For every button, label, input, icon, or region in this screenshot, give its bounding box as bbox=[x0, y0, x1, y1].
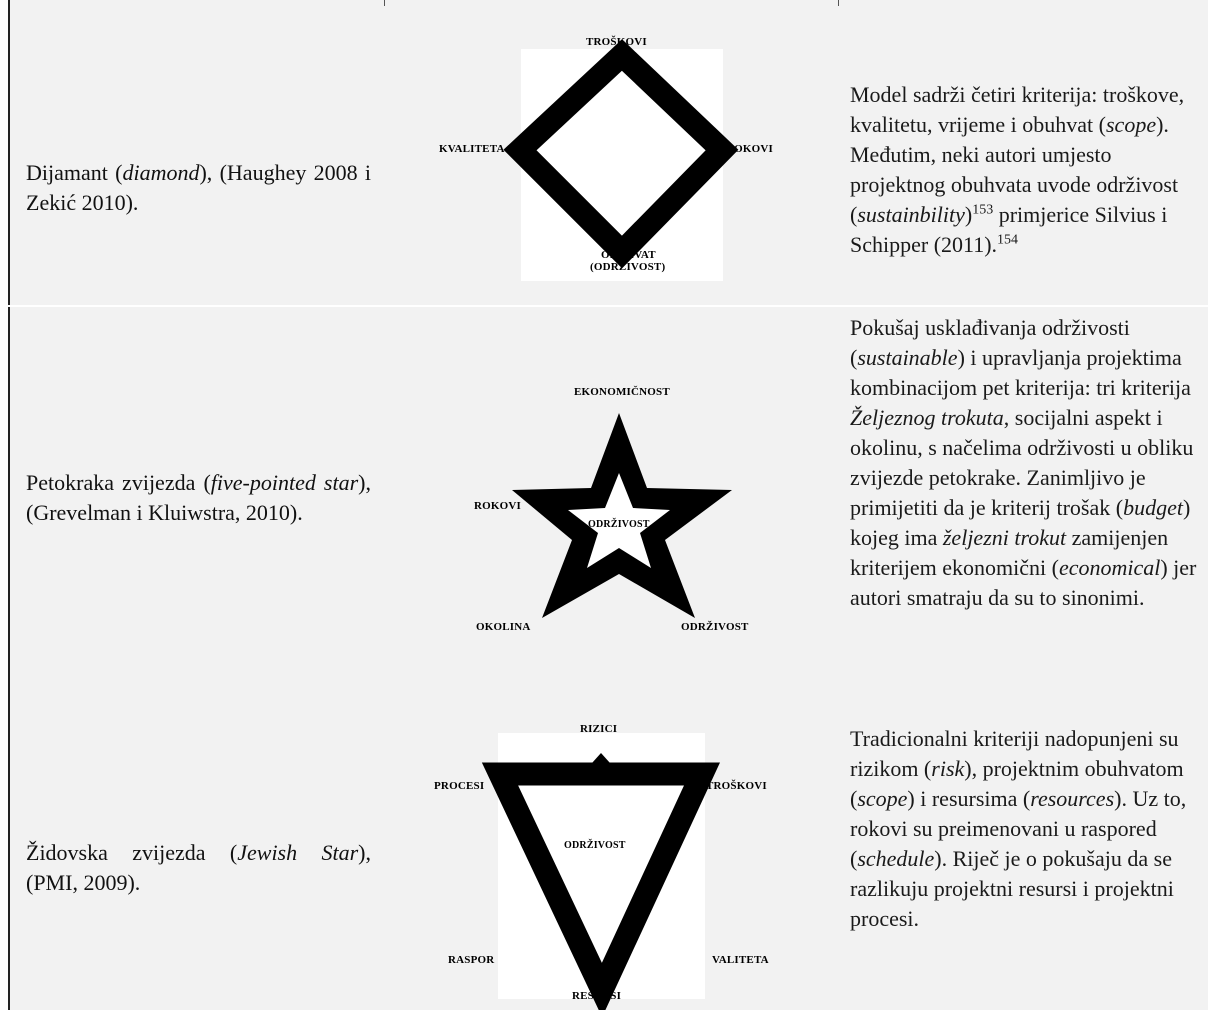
description-italic: scope bbox=[857, 786, 908, 811]
description-italic: sustainable bbox=[857, 345, 958, 370]
jewish-star-label-right: TROŠKOVI bbox=[706, 780, 767, 792]
description-italic: scope bbox=[1106, 112, 1157, 137]
star-figure bbox=[470, 378, 780, 648]
model-name-cell bbox=[26, 838, 371, 898]
table-left-border bbox=[8, 0, 10, 305]
description-italic: risk bbox=[931, 756, 965, 781]
model-name-text: Židovska zvijezda ( bbox=[26, 840, 238, 865]
description-text: ) i resursima ( bbox=[907, 786, 1031, 811]
diamond-label-right: ROKOVI bbox=[726, 143, 774, 155]
description-italic: schedule bbox=[857, 846, 935, 871]
description-italic: sustainbility bbox=[857, 202, 965, 227]
model-description bbox=[850, 724, 1210, 934]
description-italic: Željeznog trokuta bbox=[850, 405, 1004, 430]
model-name-italic: Jewish Star bbox=[237, 840, 359, 865]
footnote-ref[interactable]: 154 bbox=[997, 232, 1019, 248]
description-italic: economical bbox=[1058, 555, 1161, 580]
description-text: Tradicionalni kriteriji nadopunjeni su rizikom ( bbox=[850, 726, 1179, 781]
star-label-center: ODRŽIVOST bbox=[588, 519, 650, 530]
model-name-italic: diamond bbox=[122, 160, 200, 185]
description-text: primjerice Silvius i Schipper (2011). bbox=[850, 202, 1168, 257]
description-italic: budget bbox=[1123, 495, 1183, 520]
star-label-bottom-left: OKOLINA bbox=[476, 621, 531, 633]
star-label-top: EKONOMIČNOST bbox=[574, 386, 670, 398]
table-left-border bbox=[8, 307, 10, 708]
description-text: ). Riječ je o pokušaju da se razlikuju projektni resursi i projektni procesi. bbox=[850, 846, 1174, 931]
model-name-italic: five-pointed star bbox=[210, 470, 359, 495]
diamond-label-bottom: OBUHVAT bbox=[601, 249, 656, 261]
description-text: ) jer autori smatraju da su to sinonimi. bbox=[850, 555, 1197, 610]
model-name-citation: ), (PMI, 2009). bbox=[26, 840, 371, 895]
diamond-label-bottom-sub: (ODRŽIVOST) bbox=[590, 261, 666, 273]
diamond-label-left: KVALITETA bbox=[439, 143, 505, 155]
diamond-figure bbox=[432, 30, 792, 290]
model-description bbox=[850, 80, 1210, 260]
model-name-citation: ), (Grevelman i Kluiwstra, 2010). bbox=[26, 470, 371, 525]
jewish-star-label-top: RIZICI bbox=[580, 723, 618, 735]
model-name-citation: ), (Haughey 2008 i Zekić 2010). bbox=[26, 160, 371, 215]
model-name-text: Petokraka zvijezda ( bbox=[26, 470, 211, 495]
star-label-bottom-right: ODRŽIVOST bbox=[681, 621, 749, 633]
diamond-label-top: TROŠKOVI bbox=[586, 36, 647, 48]
model-name-cell bbox=[26, 158, 371, 218]
description-text: ), projektnim obuhvatom ( bbox=[850, 756, 1184, 811]
description-text: ) bbox=[964, 202, 973, 227]
description-text: ) i upravljanja projektima kombinacijom pet kriterija: tri kriterija bbox=[850, 345, 1191, 400]
description-text: , socijalni aspekt i okolinu, s načelima održivosti u obliku zvijezde petokrake. Zanimljivo je primijetiti da je kriterij trošak ( bbox=[850, 405, 1194, 520]
description-text: Model sadrži četiri kriterija: troškove, kvalitetu, vrijeme i obuhvat ( bbox=[850, 82, 1185, 137]
jewish-star-label-left: PROCESI bbox=[434, 780, 485, 792]
description-italic: željezni trokut bbox=[942, 525, 1067, 550]
jewish-star-label-bottom: RESURSI bbox=[572, 990, 622, 1002]
description-text: zamijenjen kriterijem ekonomični ( bbox=[850, 525, 1169, 580]
jewish-star-figure bbox=[430, 718, 790, 1008]
column-divider-tick bbox=[384, 0, 385, 6]
column-divider-tick bbox=[838, 0, 839, 6]
description-text: ). Međutim, neki autori umjesto projektnog obuhvata uvode održivost ( bbox=[850, 112, 1179, 227]
description-text: Pokušaj usklađivanja održivosti ( bbox=[850, 315, 1130, 370]
five-pointed-star-shape bbox=[470, 378, 780, 648]
jewish-star-label-bottom-left: RASPOR bbox=[448, 954, 495, 966]
model-description bbox=[850, 313, 1210, 613]
model-name-cell bbox=[26, 468, 371, 528]
model-name-text: Dijamant ( bbox=[26, 160, 123, 185]
description-italic: resources bbox=[1030, 786, 1115, 811]
jewish-star-label-center: ODRŽIVOST bbox=[564, 840, 626, 851]
description-text: ) kojeg ima bbox=[850, 495, 1191, 550]
star-label-left: ROKOVI bbox=[474, 500, 522, 512]
description-text: ). Uz to, rokovi su preimenovani u raspored ( bbox=[850, 786, 1187, 871]
row-divider bbox=[8, 305, 1208, 307]
table-left-border bbox=[8, 708, 10, 1010]
footnote-ref[interactable]: 153 bbox=[972, 202, 994, 218]
jewish-star-label-bottom-right: VALITETA bbox=[712, 954, 769, 966]
